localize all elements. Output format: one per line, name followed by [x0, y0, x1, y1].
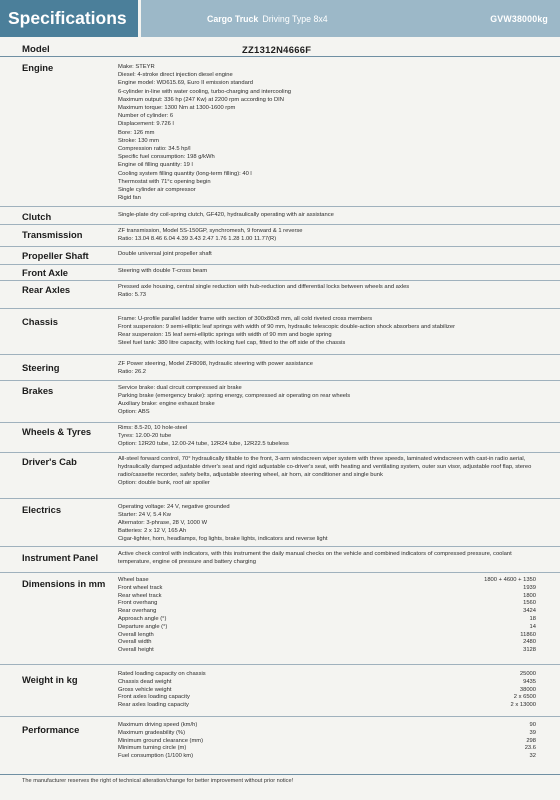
spec-row-value: 298	[526, 737, 536, 744]
spec-line: Number of cylinder: 6	[118, 113, 174, 120]
spec-row	[118, 671, 540, 679]
propeller-specs	[118, 251, 540, 258]
electrics-section	[0, 498, 560, 547]
model-value: ZZ1312N4666F	[242, 44, 312, 55]
spec-line: Cigar-lighter, horn, headlamps, fog lights, brake lights, indicators and reverse light	[118, 536, 328, 542]
footer-disclaimer: The manufacturer reserves the right of technical alteration/change for better improvement without prior notice!	[22, 778, 294, 784]
instrument-label: Instrument Panel	[22, 552, 99, 563]
engine-label: Engine	[22, 62, 54, 73]
spec-line: Displacement: 9.726 l	[118, 121, 174, 128]
page-title: Specifications	[0, 0, 138, 37]
spec-row-value: 23.6	[524, 745, 536, 752]
spec-line: Cooling system filling quantity (long-term filling): 40 l	[118, 170, 252, 177]
spec-row-value: 32	[529, 753, 536, 760]
performance-section	[0, 716, 560, 772]
rear-axles-specs	[118, 283, 540, 299]
spec-row-name: Gross vehicle weight	[118, 686, 172, 693]
spec-line: Engine model: WD615.69, Euro II emission standard	[118, 80, 254, 87]
spec-line: Maximum torque: 1300 Nm at 1300-1600 rpm	[118, 105, 236, 112]
spec-row-name: Rear axles loading capacity	[118, 702, 189, 709]
spec-line: 6-cylinder in-line with water cooling, turbo-charging and intercooling	[118, 88, 292, 95]
rear-axles-section	[0, 280, 560, 309]
spec-line: Engine oil filling quantity: 19 l	[118, 162, 193, 169]
spec-line: Starter: 24 V, 5.4 Kw	[118, 512, 171, 518]
spec-line: Batteries: 2 x 12 V, 165 Ah	[118, 528, 187, 534]
electrics-label: Electrics	[22, 504, 62, 515]
spec-row	[118, 745, 540, 753]
spec-line: Operating voltage: 24 V, negative grounded	[118, 504, 230, 510]
spec-row-value: 1560	[523, 600, 536, 607]
steering-section	[0, 354, 560, 381]
gvw-label: GVW38000kg	[490, 13, 548, 24]
spec-row	[118, 722, 540, 730]
spec-line: Rear suspension: 15 leaf semi-elliptic springs with width of 90 mm and bogie spring	[118, 332, 332, 338]
spec-line: ZF Power steering, Model ZF8098, hydraulic steering with power assistance	[118, 361, 313, 367]
spec-row-name: Front wheel track	[118, 584, 163, 591]
propeller-label: Propeller Shaft	[22, 250, 89, 261]
drive-type: Driving Type 8x4	[262, 13, 328, 24]
chassis-specs	[118, 315, 540, 347]
spec-row-value: 11860	[520, 631, 536, 638]
spec-row-value: 38000	[519, 686, 536, 693]
spec-line: Rims: 8.5-20, 10 hole-steel	[118, 425, 188, 431]
spec-row	[118, 753, 540, 761]
header-banner	[0, 0, 560, 37]
spec-line: Make: STEYR	[118, 64, 155, 70]
spec-row-name: Departure angle (°)	[118, 623, 168, 630]
spec-row-name: Maximum gradeability (%)	[118, 729, 186, 736]
wheels-section	[0, 422, 560, 453]
cab-section	[0, 452, 560, 499]
spec-row	[118, 600, 540, 608]
footer	[0, 774, 560, 784]
spec-row	[118, 738, 540, 746]
clutch-label: Clutch	[22, 211, 52, 222]
spec-line: Front suspension: 9 semi-elliptic leaf springs with width of 90 mm, hydraulic telescopic double-action shock absorbers and stabilizer	[118, 324, 456, 330]
brakes-label: Brakes	[22, 385, 54, 396]
spec-row	[118, 702, 540, 710]
spec-line: Service brake: dual circuit compressed air brake	[118, 385, 242, 391]
engine-section	[0, 60, 560, 207]
spec-line: Option: 12R20 tube, 12.00-24 tube, 12R24 tube, 12R22.5 tubeless	[118, 441, 289, 447]
cab-specs	[118, 455, 540, 487]
spec-row-value: 3424	[523, 608, 536, 615]
spec-row-name: Rear overhang	[118, 608, 157, 615]
spec-row-value: 1800	[523, 592, 536, 599]
spec-row	[118, 608, 540, 616]
spec-line: Tyres: 12.00-20 tube	[118, 433, 172, 439]
spec-row-name: Minimum ground clearance (mm)	[118, 737, 204, 744]
spec-row	[118, 647, 540, 655]
spec-row-name: Wheel base	[118, 577, 149, 583]
spec-row	[118, 730, 540, 738]
spec-line: All-steel forward control, 70° hydraulically tiltable to the front, 3-arm windscreen wiper system with three speeds, laminated windscreen with cast-in radio aerial, hydraulically damped adjustable driver's seat and rigid adjustable co-driver's seat, with heating and ventilating system, outer sun visor, adjustable roof flap, stereo radio/cassette recorder, safety belts, adjustable steering wheel, air horn, air conditioner and single bunk	[118, 456, 532, 478]
transmission-section	[0, 224, 560, 247]
model-row	[0, 44, 560, 57]
spec-row-value: 90	[529, 722, 536, 728]
front-axle-specs	[118, 268, 540, 275]
spec-line: Active check control with indicators, with this instrument the daily manual checks on the vehicle and combined indicators of compressed pressure, coolant temperature, engine oil pressure and battery charging	[118, 551, 512, 565]
brakes-section	[0, 380, 560, 423]
vehicle-type	[207, 14, 328, 24]
cab-label: Driver's Cab	[22, 456, 77, 467]
dimensions-label: Dimensions in mm	[22, 578, 106, 589]
spec-row-value: 2 x 6500	[513, 694, 536, 701]
brakes-specs	[118, 384, 540, 416]
spec-row	[118, 593, 540, 601]
spec-line: Compression ratio: 34.5 hp/l	[118, 146, 191, 153]
electrics-specs	[118, 503, 540, 543]
dimensions-table	[118, 577, 540, 655]
spec-line: Option: double bunk, roof air spoiler	[118, 480, 210, 486]
wheels-specs	[118, 424, 540, 448]
propeller-section	[0, 246, 560, 265]
transmission-specs	[118, 227, 540, 243]
steering-specs	[118, 360, 540, 376]
spec-line: Rigid fan	[118, 195, 141, 202]
spec-line: Ratio: 26.2	[118, 369, 147, 375]
instrument-specs	[118, 550, 540, 566]
spec-row-name: Front overhang	[118, 600, 158, 607]
spec-row-name: Approach angle (°)	[118, 615, 167, 622]
spec-row-name: Overall height	[118, 647, 154, 654]
rear-axles-label: Rear Axles	[22, 284, 71, 295]
spec-row-name: Overall width	[118, 639, 152, 646]
spec-row	[118, 624, 540, 632]
spec-row-name: Fuel consumption (1/100 km)	[118, 753, 194, 760]
spec-row-value: 1939	[523, 584, 536, 591]
dimensions-section	[0, 572, 560, 665]
spec-row-value: 2 x 13000	[510, 702, 536, 709]
weight-section	[0, 664, 560, 717]
spec-line: Maximum output: 336 hp (247 Kw) at 2200 rpm according to DIN	[118, 96, 284, 103]
spec-row-name: Front axles loading capacity	[118, 694, 190, 701]
performance-label: Performance	[22, 724, 80, 735]
spec-line: Parking brake (emergency brake): spring energy, compressed air operating on rear wheels	[118, 393, 351, 399]
spec-row	[118, 616, 540, 624]
spec-row-value: 2480	[523, 639, 536, 646]
front-axle-label: Front Axle	[22, 267, 69, 278]
spec-line: Single-plate dry coil-spring clutch, GF420, hydraulically operating with air assistance	[118, 212, 334, 218]
chassis-label: Chassis	[22, 316, 58, 327]
engine-specs	[118, 63, 540, 202]
spec-row-value: 9435	[523, 678, 536, 685]
spec-row-name: Overall length	[118, 631, 154, 638]
clutch-section	[0, 208, 560, 225]
spec-row-value: 18	[529, 615, 536, 622]
spec-row-value: 3128	[523, 647, 536, 654]
weight-table	[118, 671, 540, 710]
spec-line: Steel fuel tank: 380 litre capacity, with locking fuel cap, fitted to the off side of the chassis	[118, 340, 346, 346]
header-bar	[141, 0, 560, 37]
weight-label: Weight in kg	[22, 674, 78, 685]
vehicle-type-name: Cargo Truck	[207, 13, 259, 24]
spec-line: Double universal joint propeller shaft	[118, 251, 212, 257]
spec-row	[118, 585, 540, 593]
spec-row	[118, 577, 540, 585]
spec-line: Pressed axle housing, central single reduction with hub-reduction and differential locks between wheels and axles	[118, 284, 410, 290]
spec-line: Option: ABS	[118, 409, 150, 415]
spec-row-value: 1800 + 4600 + 1350	[484, 577, 536, 583]
spec-line: Steering with double T-cross beam	[118, 268, 208, 274]
transmission-label: Transmission	[22, 229, 83, 240]
spec-row-name: Minimum turning circle (m)	[118, 745, 187, 752]
spec-row	[118, 639, 540, 647]
spec-row-name: Rear wheel track	[118, 592, 162, 599]
clutch-specs	[118, 212, 540, 219]
spec-row-value: 25000	[519, 671, 536, 677]
spec-line: Bore: 126 mm	[118, 129, 155, 136]
spec-row-value: 39	[529, 729, 536, 736]
spec-row-value: 14	[529, 623, 536, 630]
spec-line: Auxiliary brake: engine exhaust brake	[118, 401, 215, 407]
spec-row	[118, 679, 540, 687]
spec-row-name: Rated loading capacity on chassis	[118, 671, 206, 677]
spec-line: Stroke: 130 mm	[118, 137, 159, 144]
spec-line: Thermostat with 71°c opening begin	[118, 178, 211, 185]
instrument-section	[0, 546, 560, 573]
spec-row	[118, 694, 540, 702]
spec-line: Ratio: 13.04 8.46 6.04 4.39 3.43 2.47 1.76 1.28 1.00 11.77(R)	[118, 236, 277, 242]
spec-line: Alternator: 3-phrase, 28 V, 1000 W	[118, 520, 208, 526]
spec-line: Specific fuel consumption: 198 g/kWh	[118, 154, 215, 161]
spec-row	[118, 687, 540, 695]
steering-label: Steering	[22, 362, 60, 373]
performance-table	[118, 722, 540, 761]
front-axle-section	[0, 264, 560, 281]
spec-row-name: Maximum driving speed (km/h)	[118, 722, 198, 728]
spec-row	[118, 632, 540, 640]
spec-line: ZF transmission, Model 5S-150GP, synchromesh, 9 forward & 1 reverse	[118, 228, 303, 234]
spec-line: Diesel: 4-stroke direct injection diesel engine	[118, 72, 233, 79]
wheels-label: Wheels & Tyres	[22, 426, 92, 437]
model-label: Model	[22, 44, 50, 55]
spec-line: Frame: U-profile parallel ladder frame with section of 300x80x8 mm, all cold riveted cross members	[118, 316, 373, 322]
spec-line: Ratio: 5.73	[118, 292, 147, 298]
chassis-section	[0, 308, 560, 355]
spec-line: Single cylinder air compressor	[118, 187, 196, 194]
spec-row-name: Chassis dead weight	[118, 678, 172, 685]
